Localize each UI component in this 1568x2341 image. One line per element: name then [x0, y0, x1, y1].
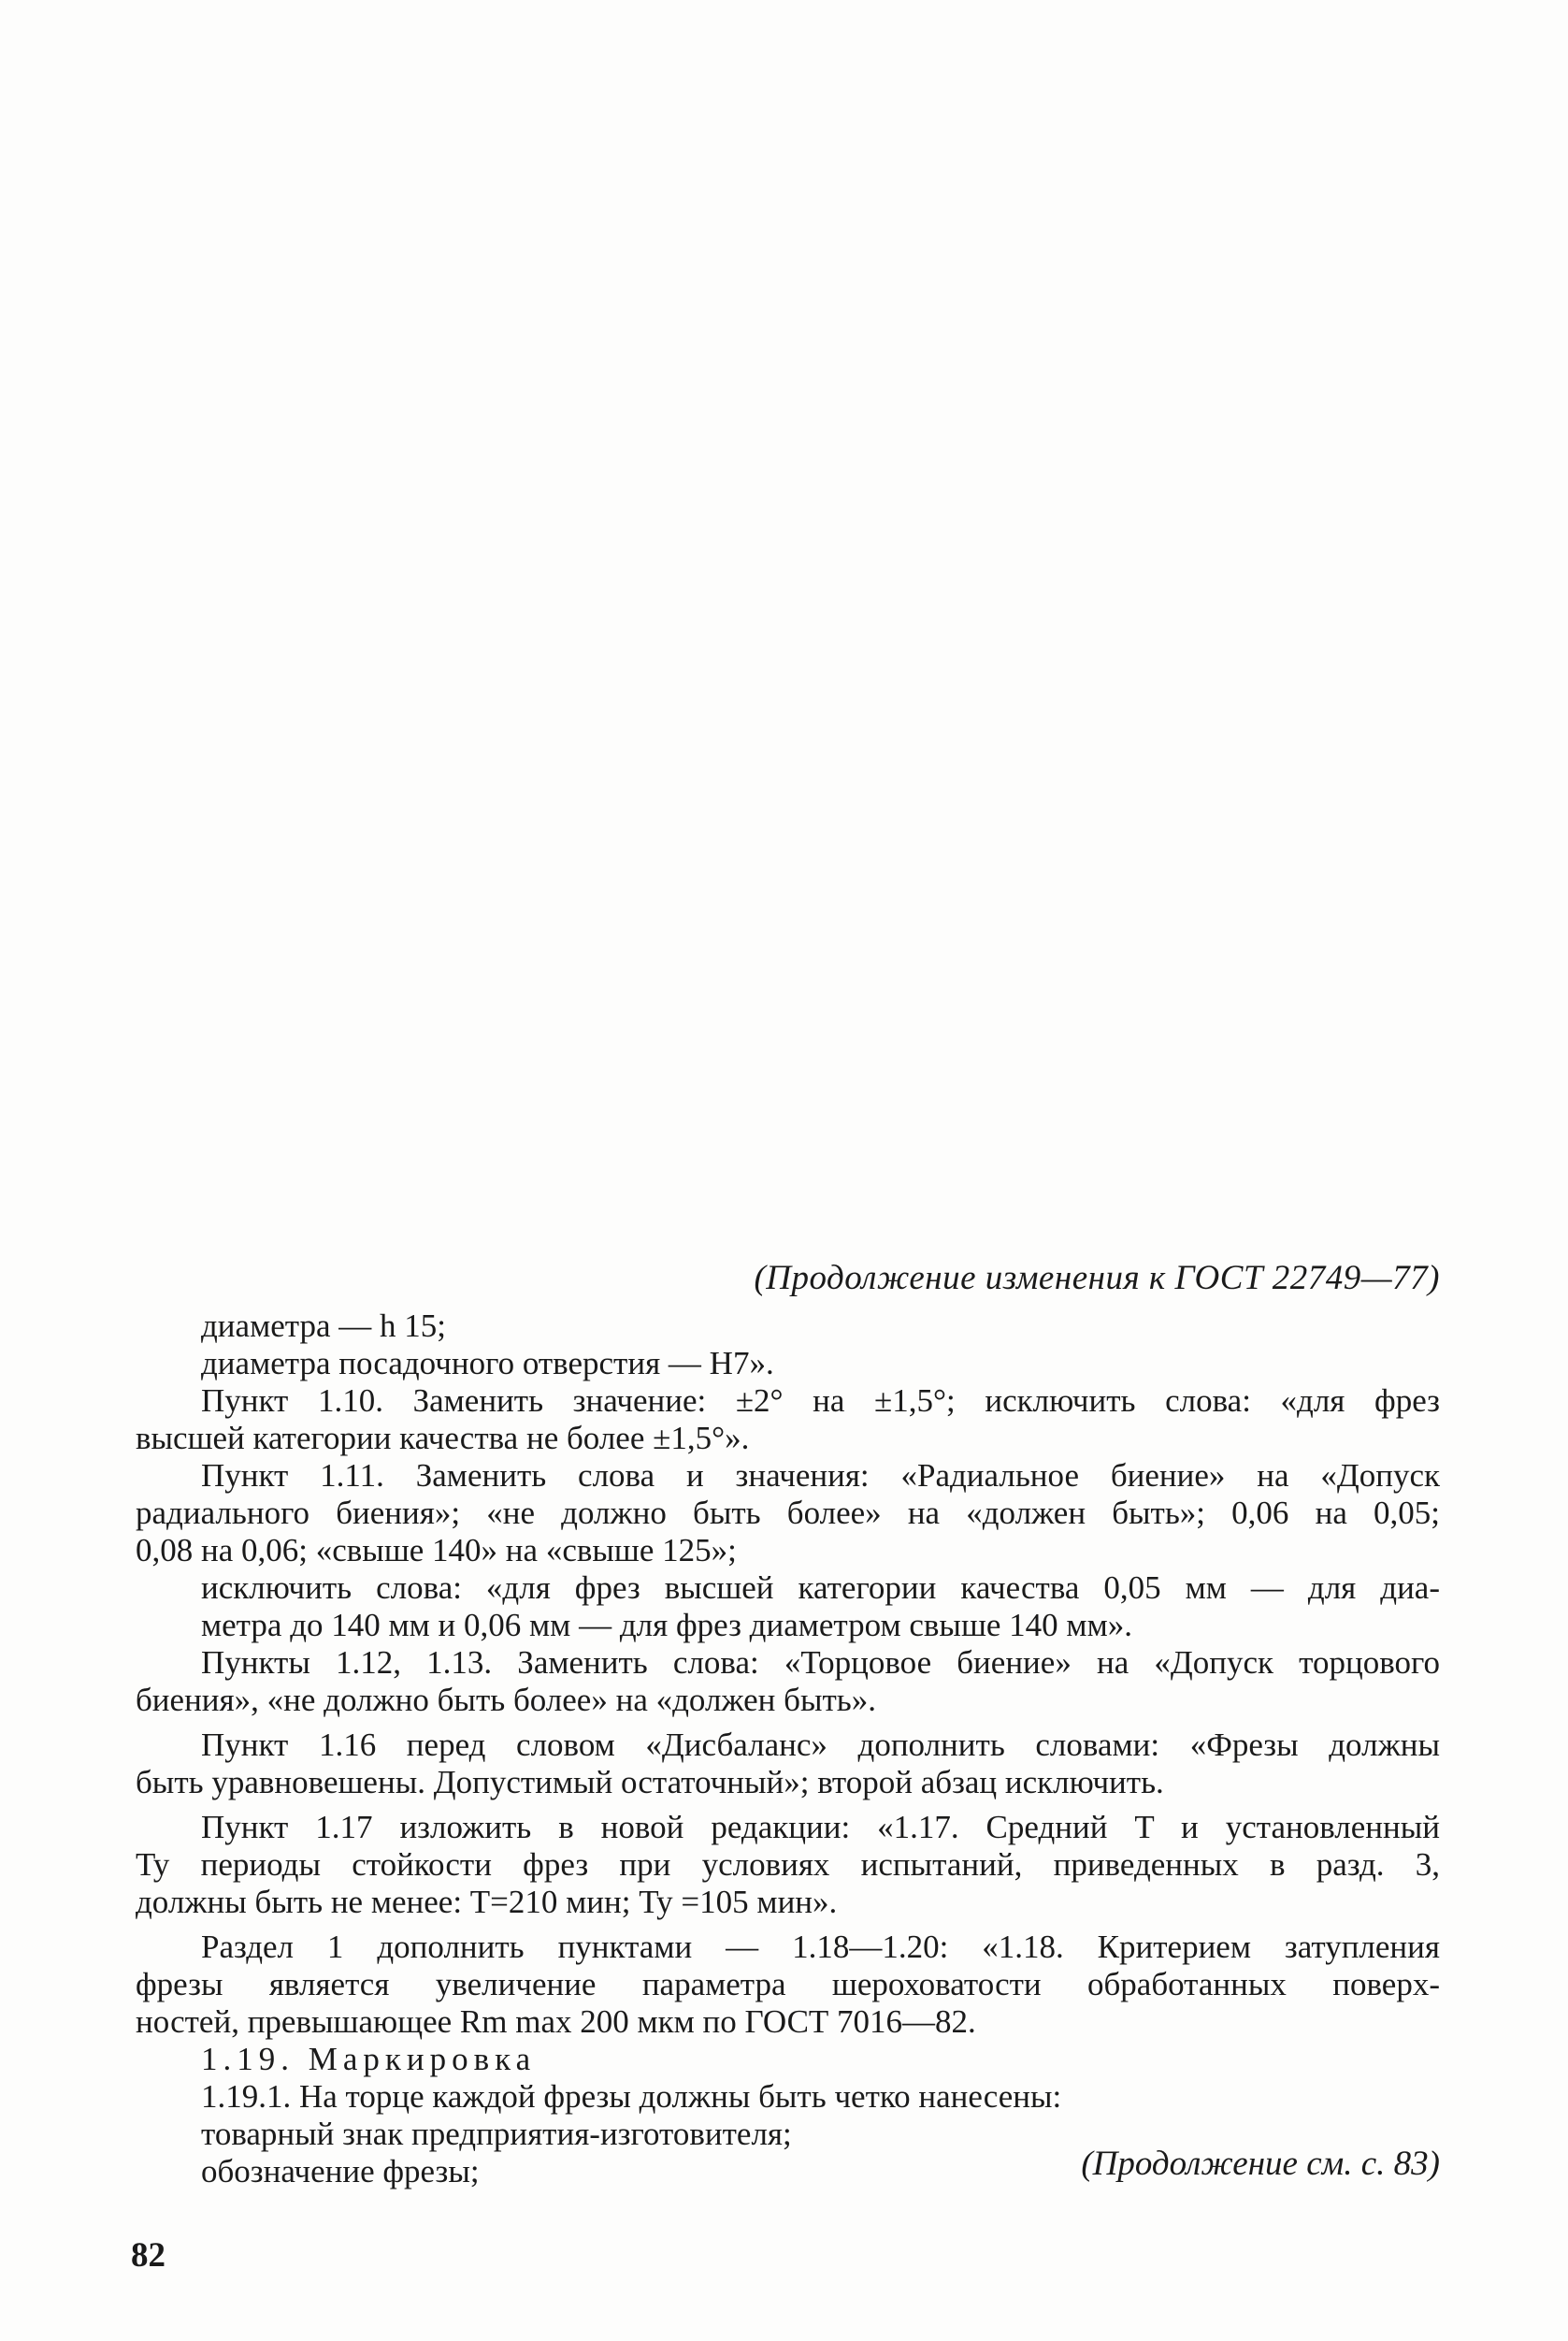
text-line: фрезы является увеличение параметра шероховатости обработанных поверх-: [136, 1966, 1440, 2002]
text-line: диаметра — h 15;: [201, 1308, 446, 1344]
text-line: Ty периоды стойкости фрез при условиях испытаний, приведенных в разд. 3,: [136, 1846, 1440, 1883]
text-line: обозначение фрезы;: [201, 2153, 480, 2189]
text-line: Пункт 1.16 перед словом «Дисбаланс» дополнить словами: «Фрезы должны: [201, 1727, 1440, 1763]
text-line: высшей категории качества не более ±1,5°».: [136, 1420, 750, 1456]
text-line: метра до 140 мм и 0,06 мм — для фрез диаметром свыше 140 мм».: [201, 1607, 1132, 1643]
text-line: исключить слова: «для фрез высшей категории качества 0,05 мм — для диа-: [201, 1569, 1440, 1606]
text-line: Раздел 1 дополнить пунктами — 1.18—1.20: «1.18. Критерием затупления: [201, 1929, 1440, 1965]
text-line: Пункт 1.10. Заменить значение: ±2° на ±1,5°; исключить слова: «для фрез: [201, 1382, 1440, 1419]
text-line: должны быть не менее: T=210 мин; Ty =105 мин».: [136, 1884, 838, 1920]
text-line: 0,08 на 0,06; «свыше 140» на «свыше 125»;: [136, 1532, 737, 1568]
text-line: товарный знак предприятия-изготовителя;: [201, 2116, 792, 2152]
text-line: биения», «не должно быть более» на «должен быть».: [136, 1682, 876, 1718]
page-number: 82: [131, 2236, 165, 2275]
document-body: [136, 1308, 1440, 2190]
text-line: радиального биения»; «не должно быть более» на «должен быть»; 0,06 на 0,05;: [136, 1495, 1440, 1531]
continuation-header: (Продолжение изменения к ГОСТ 22749—77): [754, 1259, 1440, 1297]
text-line: Пункт 1.17 изложить в новой редакции: «1.17. Средний T и установленный: [201, 1809, 1440, 1845]
text-line: диаметра посадочного отверстия — Н7».: [201, 1345, 774, 1381]
text-line: ностей, превышающее Rm max 200 мкм по ГОСТ 7016—82.: [136, 2003, 976, 2040]
section-heading: 1.19. Маркировка: [201, 2041, 537, 2077]
text-line: Пункт 1.11. Заменить слова и значения: «Радиальное биение» на «Допуск: [201, 1457, 1440, 1494]
text-line: Пункты 1.12, 1.13. Заменить слова: «Торцовое биение» на «Допуск торцового: [201, 1644, 1440, 1681]
text-line: 1.19.1. На торце каждой фрезы должны быть четко нанесены:: [201, 2078, 1062, 2115]
continuation-footer: (Продолжение см. с. 83): [1081, 2145, 1440, 2183]
text-line: быть уравновешены. Допустимый остаточный»; второй абзац исключить.: [136, 1764, 1164, 1800]
